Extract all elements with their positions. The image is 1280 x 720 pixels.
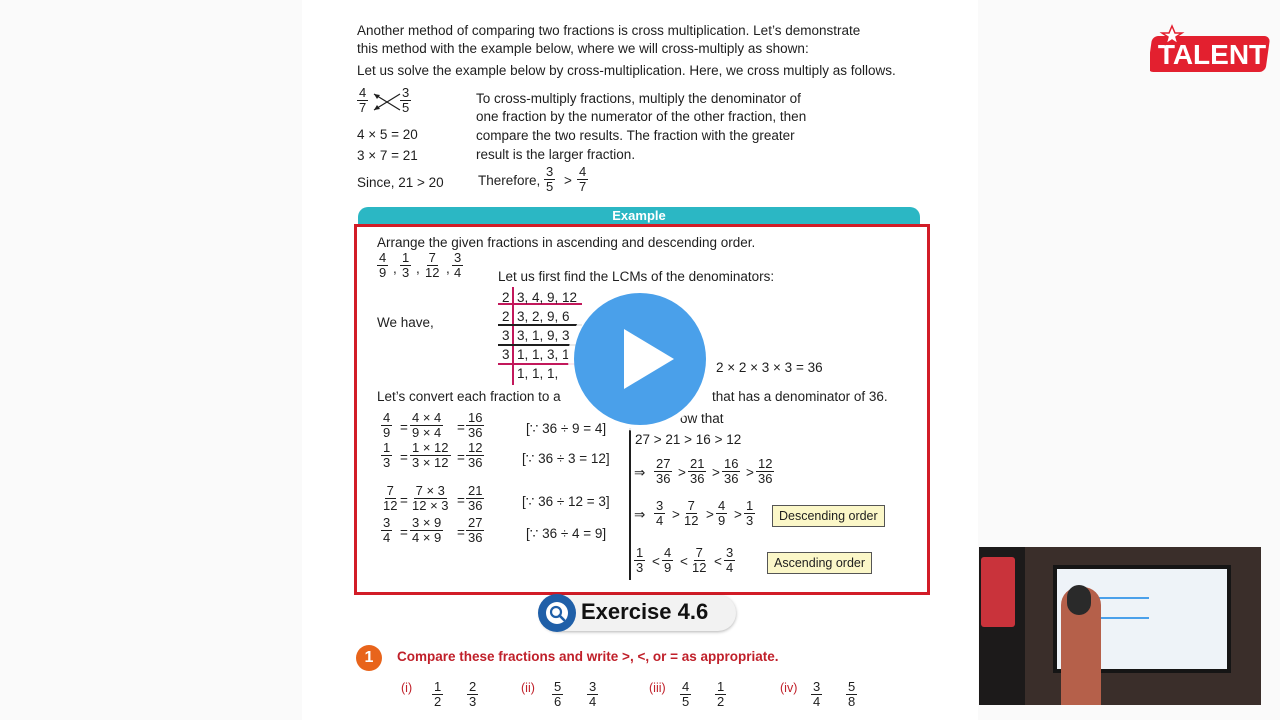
equals-sign: = bbox=[400, 450, 408, 465]
convert-text-right: that has a denominator of 36. bbox=[712, 389, 888, 404]
exercise-item-label: (i) bbox=[401, 681, 413, 695]
exercise-fraction: $\frac{5}{6}$ bbox=[554, 679, 562, 709]
question-text: Compare these fractions and write >, <, or = as appropriate. bbox=[397, 649, 779, 664]
calculator-shape bbox=[981, 557, 1015, 627]
conversion-result: $\frac{12}{36}$ bbox=[468, 440, 483, 470]
exercise-item-label: (iii) bbox=[649, 681, 666, 695]
therefore-label: Therefore, bbox=[478, 173, 541, 188]
comparison-symbol: > bbox=[672, 507, 680, 522]
cross-fraction-right: $\frac{3}{5}$ bbox=[402, 85, 410, 115]
exercise-fraction: $\frac{5}{8}$ bbox=[848, 679, 856, 709]
conversion-fraction: $\frac{1}{3}$ bbox=[383, 440, 391, 470]
conversion-multiplied: $\frac{1 \times 12}{3 \times 12}$ bbox=[412, 440, 449, 470]
exercise-fraction: $\frac{3}{4}$ bbox=[813, 679, 821, 709]
comparison-symbol: > bbox=[746, 465, 754, 480]
conversion-multiplied: $\frac{3 \times 9}{4 \times 9}$ bbox=[412, 515, 442, 545]
comparison-symbol: < bbox=[680, 554, 688, 569]
division-vertical-line bbox=[512, 287, 514, 385]
order-line: 27 > 21 > 16 > 12 bbox=[635, 432, 742, 447]
conversion-note: [∵ 36 ÷ 9 = 4] bbox=[526, 421, 607, 436]
exercise-fraction: $\frac{1}{2}$ bbox=[434, 679, 442, 709]
cross-since: Since, 21 > 20 bbox=[357, 175, 444, 190]
implies-symbol: ⇒ bbox=[634, 507, 646, 522]
therefore-fraction-b: $\frac{4}{7}$ bbox=[579, 164, 587, 194]
order-fraction: $\frac{16}{36}$ bbox=[724, 456, 739, 486]
conversion-result: $\frac{27}{36}$ bbox=[468, 515, 483, 545]
therefore-fraction-a: $\frac{3}{5}$ bbox=[546, 164, 554, 194]
exercise-fraction: $\frac{4}{5}$ bbox=[682, 679, 690, 709]
exercise-fraction: $\frac{3}{4}$ bbox=[589, 679, 597, 709]
lcm-intro: Let us first find the LCMs of the denominators: bbox=[498, 269, 775, 284]
given-fraction: $\frac{1}{3}$ bbox=[402, 250, 410, 280]
search-icon bbox=[544, 600, 570, 626]
given-fraction: $\frac{4}{9}$ bbox=[379, 250, 387, 280]
comparison-symbol: > bbox=[712, 465, 720, 480]
exercise-item-label: (iv) bbox=[780, 681, 798, 695]
cross-desc-1: To cross-multiply fractions, multiply the denominator of bbox=[476, 91, 801, 106]
conversion-multiplied: $\frac{4 \times 4}{9 \times 4}$ bbox=[412, 410, 442, 440]
exercise-fraction: $\frac{1}{2}$ bbox=[717, 679, 725, 709]
whiteboard-line bbox=[1099, 617, 1149, 619]
we-have-label: We have, bbox=[377, 315, 434, 330]
exercise-item-label: (ii) bbox=[521, 681, 535, 695]
comparison-symbol: < bbox=[652, 554, 660, 569]
question-number: 1 bbox=[356, 645, 382, 671]
division-values: 1, 1, 3, 1 bbox=[517, 347, 570, 362]
example-tab: Example bbox=[358, 207, 920, 225]
order-fraction: $\frac{1}{3}$ bbox=[746, 498, 754, 528]
convert-text-left: Let’s convert each fraction to a bbox=[377, 389, 561, 404]
equals-sign: = bbox=[400, 420, 408, 435]
order-fraction: $\frac{12}{36}$ bbox=[758, 456, 773, 486]
implies-symbol: ⇒ bbox=[634, 465, 646, 480]
comma: , bbox=[446, 261, 450, 276]
equals-sign: = bbox=[457, 420, 465, 435]
cross-eq-2: 3 × 7 = 21 bbox=[357, 148, 418, 163]
play-button[interactable] bbox=[574, 293, 706, 425]
order-fraction: $\frac{21}{36}$ bbox=[690, 456, 705, 486]
comparison-symbol: < bbox=[714, 554, 722, 569]
given-fraction: $\frac{3}{4}$ bbox=[454, 250, 462, 280]
division-values: 1, 1, 1, bbox=[517, 366, 559, 381]
order-fraction: $\frac{27}{36}$ bbox=[656, 456, 671, 486]
division-values: 3, 2, 9, 6 bbox=[517, 309, 570, 324]
comparison-symbol: > bbox=[706, 507, 714, 522]
equals-sign: = bbox=[457, 493, 465, 508]
division-values: 3, 4, 9, 12 bbox=[517, 290, 578, 305]
order-fraction: $\frac{3}{4}$ bbox=[726, 545, 734, 575]
conversion-fraction: $\frac{3}{4}$ bbox=[383, 515, 391, 545]
cross-eq-1: 4 × 5 = 20 bbox=[357, 127, 418, 142]
division-divisor: 2 bbox=[502, 290, 510, 305]
order-fraction: $\frac{7}{12}$ bbox=[684, 498, 699, 528]
ascending-order-label: Ascending order bbox=[767, 552, 872, 574]
cross-desc-3: compare the two results. The fraction with the greater bbox=[476, 128, 795, 143]
descending-order-label: Descending order bbox=[772, 505, 885, 527]
conversion-result: $\frac{21}{36}$ bbox=[468, 483, 483, 513]
comparison-symbol: > bbox=[734, 507, 742, 522]
cross-desc-4: result is the larger fraction. bbox=[476, 147, 636, 162]
order-fraction: $\frac{4}{9}$ bbox=[718, 498, 726, 528]
division-divisor: 2 bbox=[502, 309, 510, 324]
therefore-gt: > bbox=[564, 173, 572, 188]
conversion-fraction: $\frac{4}{9}$ bbox=[383, 410, 391, 440]
presenter-head bbox=[1067, 585, 1091, 615]
intro-line-3: Let us solve the example below by cross-multiplication. Here, we cross multiply as follows. bbox=[357, 63, 896, 78]
order-fraction: $\frac{3}{4}$ bbox=[656, 498, 664, 528]
exercise-title: Exercise 4.6 bbox=[581, 599, 709, 624]
example-question: Arrange the given fractions in ascending and descending order. bbox=[377, 235, 756, 250]
conversion-note: [∵ 36 ÷ 4 = 9] bbox=[526, 526, 607, 541]
conversion-fraction: $\frac{7}{12}$ bbox=[383, 483, 398, 513]
intro-line-1: Another method of comparing two fractions is cross multiplication. Let’s demonstrate bbox=[357, 23, 861, 38]
exercise-fraction: $\frac{2}{3}$ bbox=[469, 679, 477, 709]
talent-logo bbox=[1150, 24, 1274, 76]
division-divisor: 3 bbox=[502, 347, 510, 362]
equals-sign: = bbox=[400, 493, 408, 508]
lcm-result: 2 × 2 × 3 × 3 = 36 bbox=[716, 360, 823, 375]
presenter-video[interactable] bbox=[979, 547, 1261, 705]
intro-line-2: this method with the example below, where we will cross-multiply as shown: bbox=[357, 41, 809, 56]
column-divider bbox=[629, 428, 631, 580]
comma: , bbox=[416, 261, 420, 276]
conversion-note: [∵ 36 ÷ 3 = 12] bbox=[522, 451, 610, 466]
cross-arrows-icon bbox=[372, 88, 402, 114]
conversion-multiplied: $\frac{7 \times 3}{12 \times 3}$ bbox=[412, 483, 449, 513]
order-fraction: $\frac{1}{3}$ bbox=[636, 545, 644, 575]
conversion-note: [∵ 36 ÷ 12 = 3] bbox=[522, 494, 610, 509]
equals-sign: = bbox=[400, 525, 408, 540]
equals-sign: = bbox=[457, 525, 465, 540]
division-divisor: 3 bbox=[502, 328, 510, 343]
comparison-symbol: > bbox=[678, 465, 686, 480]
division-values: 3, 1, 9, 3 bbox=[517, 328, 570, 343]
logo-text: TALENT bbox=[1157, 39, 1267, 70]
play-icon bbox=[574, 293, 706, 425]
order-fraction: $\frac{7}{12}$ bbox=[692, 545, 707, 575]
given-fraction: $\frac{7}{12}$ bbox=[425, 250, 440, 280]
know-that: ow that bbox=[680, 411, 724, 426]
order-fraction: $\frac{4}{9}$ bbox=[664, 545, 672, 575]
equals-sign: = bbox=[457, 450, 465, 465]
cross-fraction-left: $\frac{4}{7}$ bbox=[359, 85, 367, 115]
cross-desc-2: one fraction by the numerator of the other fraction, then bbox=[476, 109, 807, 124]
conversion-result: $\frac{16}{36}$ bbox=[468, 410, 483, 440]
comma: , bbox=[393, 261, 397, 276]
